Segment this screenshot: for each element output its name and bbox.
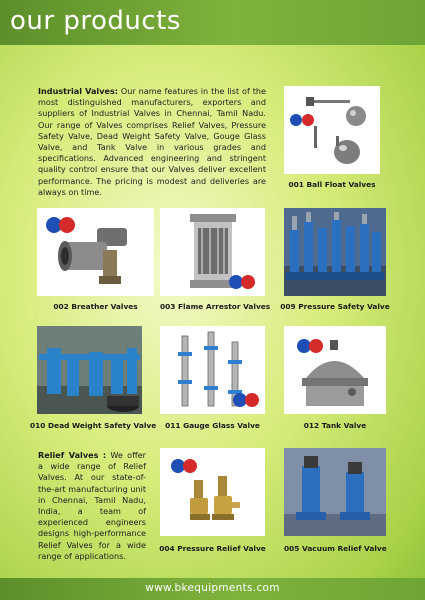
product-image-pressure-relief-valve: [160, 448, 265, 536]
relief-valves-heading: Relief Valves :: [38, 450, 107, 460]
product-image-pressure-safety-valve: [284, 208, 386, 296]
product-image-vacuum-relief-valve: [284, 448, 386, 536]
page-footer: [0, 578, 425, 600]
product-caption: 002 Breather Valves: [53, 302, 138, 311]
product-caption: 010 Dead Weight Safety Valve: [30, 421, 157, 430]
product-image-ball-float-valve: [284, 86, 380, 174]
product-caption: 012 Tank Valve: [303, 421, 367, 430]
product-caption: 011 Gauge Glass Valve: [165, 421, 260, 430]
product-image-flame-arrestor-valve: [160, 208, 265, 296]
product-caption: 001 Ball Float Valves: [288, 180, 376, 189]
industrial-valves-text: Our name features in the list of the most distinguished manufacturers, exporters and suppliers of Industrial Valves in Chennai, Tamil Nadu. Our range of Valves comprises Relief Valves, Pressure Safety Valve, Dead Weight Safety Valve, Gouge Glass Valve, and Tank Valve in various grades and specifications. Advanced engineering and stringent quality control ensure that our Valves deliver excellent performance. The pricing is modest and deliveries are always on time.: [38, 86, 266, 197]
product-image-dead-weight-safety-valve: [37, 326, 142, 414]
relief-valves-text: We offer a wide range of Relief Valves. At our state-of-the-art manufacturing unit in Chennai, Tamil Nadu, India, a team of experienced engineers designs high-performance Relief Valves for a wide range of applications.: [38, 450, 147, 561]
product-caption: 009 Pressure Safety Valve: [280, 302, 390, 311]
product-caption: 005 Vacuum Relief Valve: [284, 544, 387, 553]
industrial-valves-heading: Industrial Valves:: [38, 86, 119, 96]
product-caption: 004 Pressure Relief Valve: [159, 544, 266, 553]
page-header: [0, 0, 425, 45]
product-caption: 003 Flame Arrestor Valves: [160, 302, 271, 311]
website-link[interactable]: www.bkequipments.com: [145, 582, 280, 594]
page-title: our products: [10, 6, 181, 36]
product-image-tank-valve: [284, 326, 386, 414]
product-image-breather-valve: [37, 208, 154, 296]
relief-valves-description: [38, 450, 146, 562]
industrial-valves-description: [38, 86, 266, 198]
product-image-gauge-glass-valve: [160, 326, 265, 414]
